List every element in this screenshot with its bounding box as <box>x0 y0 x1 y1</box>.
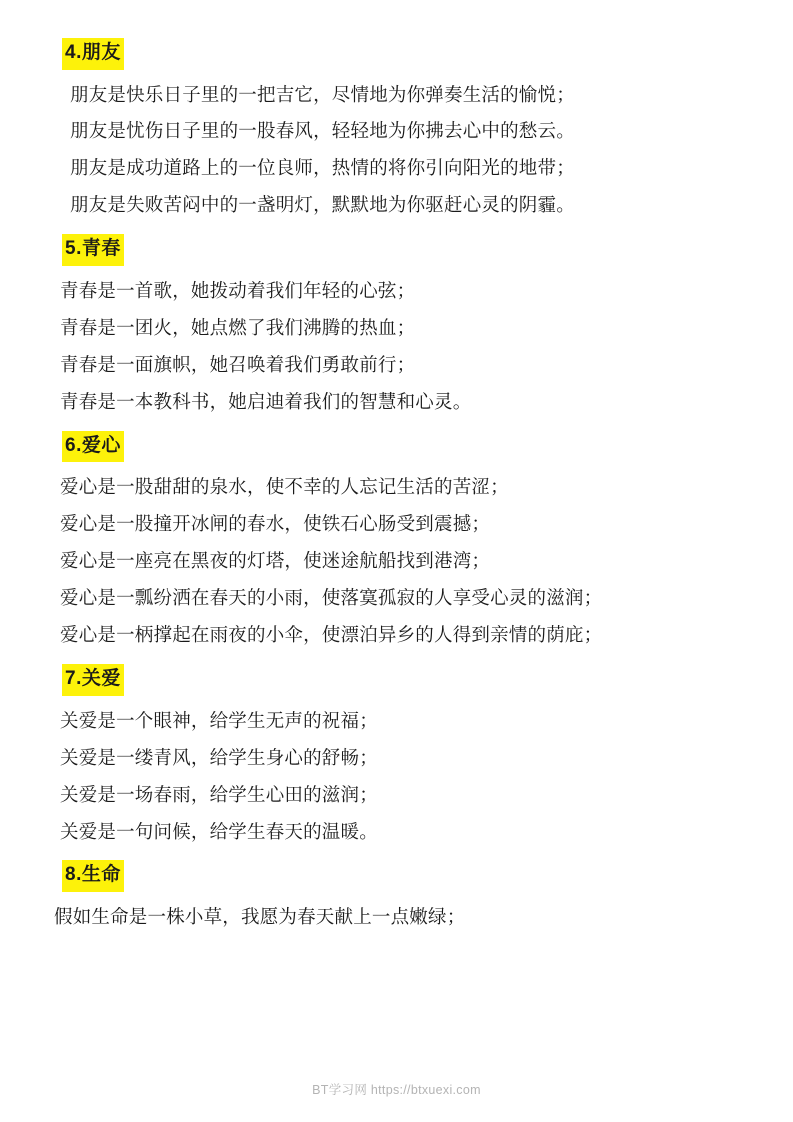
section-line: 爱心是一座亮在黑夜的灯塔，使迷途航船找到港湾； <box>60 550 491 572</box>
section-line: 朋友是成功道路上的一位良师，热情的将你引向阳光的地带； <box>70 157 575 179</box>
section-line: 青春是一首歌，她拨动着我们年轻的心弦； <box>60 279 416 301</box>
section-care <box>52 664 741 846</box>
section-heading: 6.爱心 <box>62 431 124 463</box>
section-heading: 4.朋友 <box>62 38 124 70</box>
section-heading-wrap <box>52 234 741 272</box>
section-life <box>52 860 741 931</box>
section-line: 关爱是一缕青风，给学生身心的舒畅； <box>60 746 378 768</box>
section-line: 朋友是忧伤日子里的一股春风，轻轻地为你拂去心中的愁云。 <box>70 120 575 142</box>
section-youth <box>52 234 741 416</box>
section-line: 青春是一团火，她点燃了我们沸腾的热血； <box>60 316 416 338</box>
section-line: 朋友是失败苦闷中的一盏明灯，默默地为你驱赶心灵的阴霾。 <box>70 194 575 216</box>
section-line: 青春是一面旗帜，她召唤着我们勇敢前行； <box>60 353 416 375</box>
page-footer: BT学习网 https://btxuexi.com <box>312 1083 481 1097</box>
section-line: 爱心是一柄撑起在雨夜的小伞，使漂泊异乡的人得到亲情的荫庇； <box>60 624 603 646</box>
section-heading: 8.生命 <box>62 860 124 892</box>
section-line: 爱心是一瓢纷洒在春天的小雨，使落寞孤寂的人享受心灵的滋润； <box>60 587 603 609</box>
section-heading: 5.青春 <box>62 234 124 266</box>
section-heading-wrap <box>52 860 741 898</box>
section-heading: 7.关爱 <box>62 664 124 696</box>
section-line: 朋友是快乐日子里的一把吉它，尽情地为你弹奏生活的愉悦； <box>70 83 575 105</box>
section-line: 假如生命是一株小草，我愿为春天献上一点嫩绿； <box>54 905 466 927</box>
section-heading-wrap <box>52 431 741 469</box>
section-heading-wrap <box>52 38 741 76</box>
section-heading-wrap <box>52 664 741 702</box>
section-line: 爱心是一股甜甜的泉水，使不幸的人忘记生活的苦涩； <box>60 476 509 498</box>
section-love <box>52 431 741 650</box>
section-line: 青春是一本教科书，她启迪着我们的智慧和心灵。 <box>60 390 472 412</box>
section-friend <box>52 38 741 220</box>
section-line: 爱心是一股撞开冰闸的春水，使铁石心肠受到震撼； <box>60 513 491 535</box>
section-line: 关爱是一个眼神，给学生无声的祝福； <box>60 709 378 731</box>
section-line: 关爱是一句问候，给学生春天的温暖。 <box>60 820 378 842</box>
section-line: 关爱是一场春雨，给学生心田的滋润； <box>60 783 378 805</box>
